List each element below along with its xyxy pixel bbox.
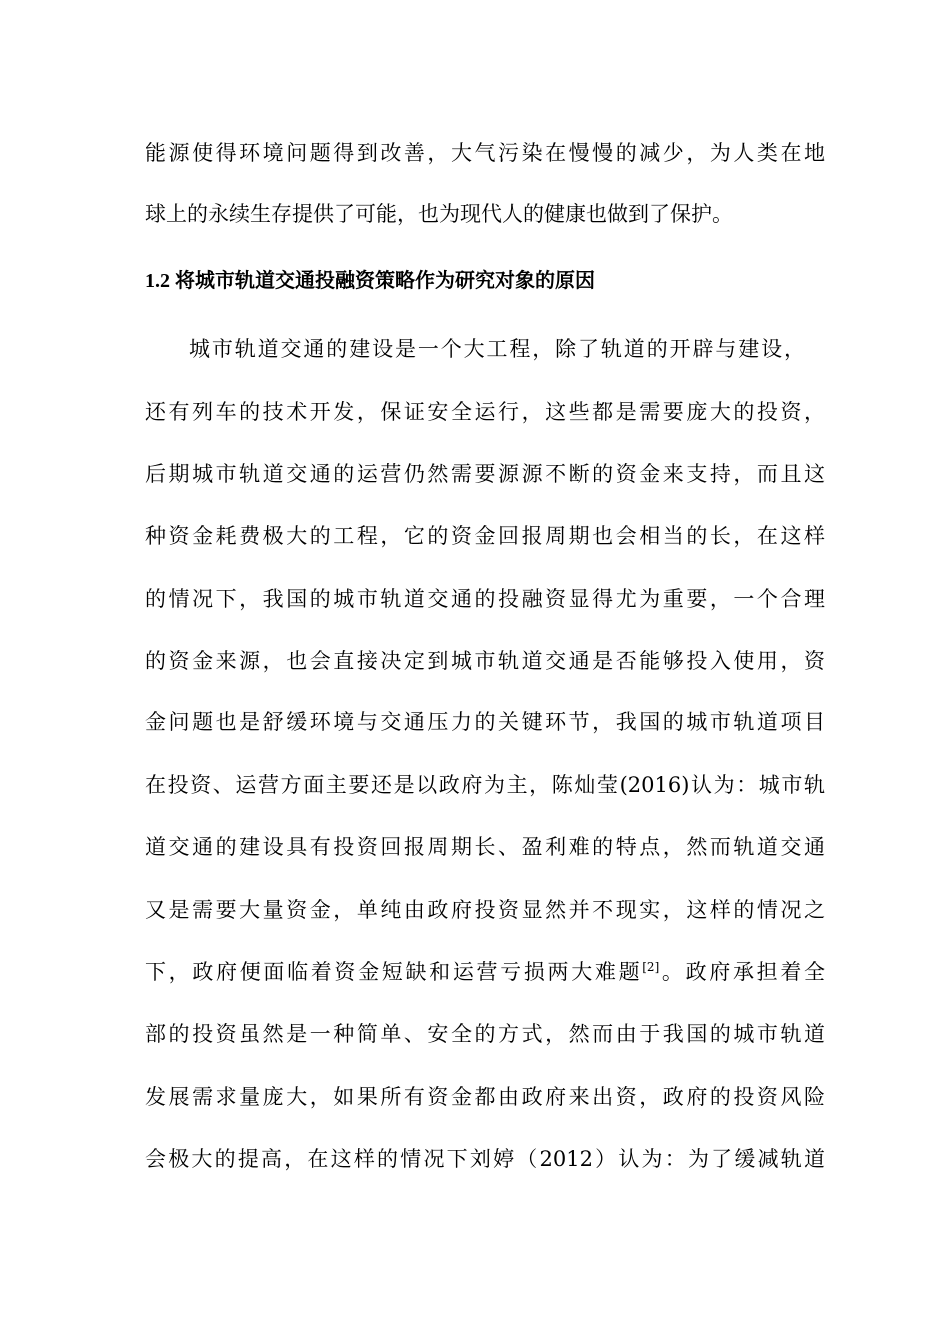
paragraph-line: 能源使得环境问题得到改善，大气污染在慢慢的减少，为人类在地: [145, 141, 825, 165]
paragraph-line: 的情况下，我国的城市轨道交通的投融资显得尤为重要，一个合理: [145, 587, 825, 611]
citation-reference: [2]: [642, 960, 660, 974]
paragraph-line: 后期城市轨道交通的运营仍然需要源源不断的资金来支持，而且这: [145, 462, 825, 486]
citation-line: [145, 957, 825, 987]
paragraph-line: 种资金耗费极大的工程，它的资金回报周期也会相当的长，在这样: [145, 524, 825, 548]
paragraph-line: 在投资、运营方面主要还是以政府为主，陈灿莹(2016)认为：城市轨: [145, 773, 825, 797]
paragraph-line: 还有列车的技术开发，保证安全运行，这些都是需要庞大的投资，: [145, 400, 825, 424]
paragraph-line: 发展需求量庞大，如果所有资金都由政府来出资，政府的投资风险: [145, 1085, 825, 1109]
paragraph-line: 又是需要大量资金，单纯由政府投资显然并不现实，这样的情况之: [145, 898, 825, 922]
citation-text-before: 下，政府便面临着资金短缺和运营亏损两大难题: [145, 960, 643, 984]
paragraph-line: 部的投资虽然是一种简单、安全的方式，然而由于我国的城市轨道: [145, 1022, 825, 1046]
paragraph-line: 球上的永续生存提供了可能，也为现代人的健康也做到了保护。: [145, 202, 733, 226]
citation-text-after: 。政府承担着全: [659, 960, 825, 984]
paragraph-line: 的资金来源，也会直接决定到城市轨道交通是否能够投入使用，资: [145, 649, 825, 673]
paragraph-line: 道交通的建设具有投资回报周期长、盈利难的特点，然而轨道交通: [145, 835, 825, 859]
section-heading: 1.2 将城市轨道交通投融资策略作为研究对象的原因: [145, 270, 595, 292]
paragraph-line: 金问题也是舒缓环境与交通压力的关键环节，我国的城市轨道项目: [145, 710, 825, 734]
paragraph-line: 城市轨道交通的建设是一个大工程，除了轨道的开辟与建设，: [189, 337, 805, 361]
paragraph-line: 会极大的提高，在这样的情况下刘婷（2012）认为：为了缓减轨道: [145, 1147, 825, 1171]
